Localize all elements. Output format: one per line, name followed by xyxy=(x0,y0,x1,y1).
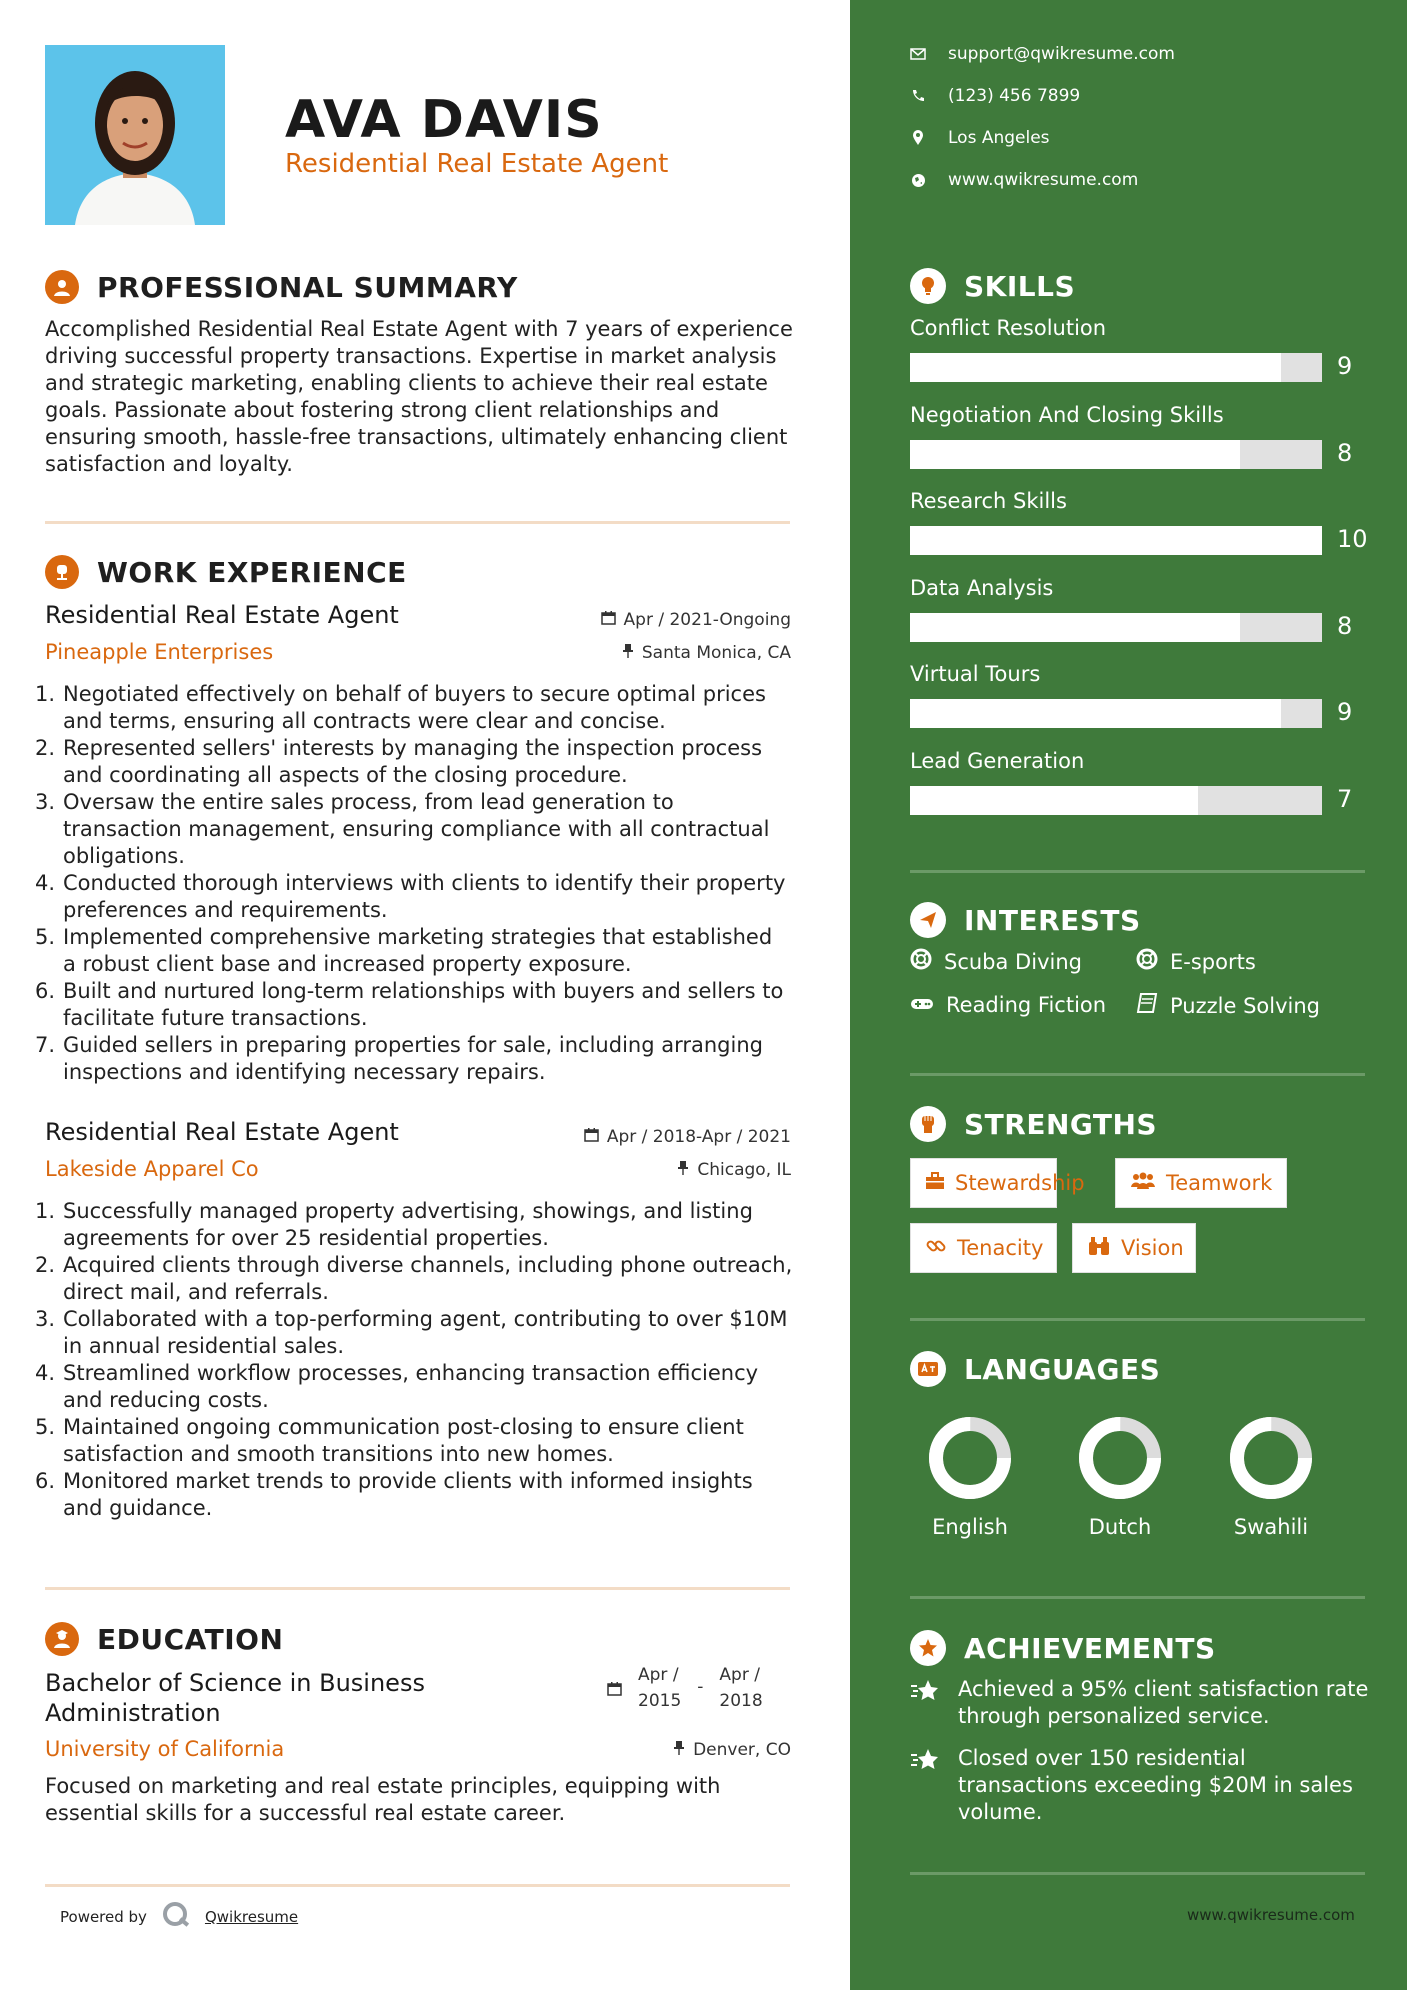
list-item: 3. Collaborated with a top-performing agent, contributing to over $10M xyxy=(35,1307,788,1331)
list-item: preferences and requirements. xyxy=(63,898,388,922)
skill-bar-fill xyxy=(910,526,1322,555)
list-item: obligations. xyxy=(63,844,185,868)
interest-item: Scuba Diving xyxy=(910,948,1082,975)
section-divider xyxy=(910,1596,1365,1599)
contact-email[interactable]: support@qwikresume.com xyxy=(910,44,1175,64)
skill-bar xyxy=(910,786,1322,815)
experience-title: WORK EXPERIENCE xyxy=(97,555,407,589)
language-name: Swahili xyxy=(1233,1515,1309,1539)
job-bullets xyxy=(35,681,805,1086)
contact-location: Los Angeles xyxy=(910,128,1050,148)
language-name: Dutch xyxy=(1088,1515,1152,1539)
list-item: inspections and identifying necessary repairs. xyxy=(63,1060,546,1084)
job-location: Santa Monica, CA xyxy=(622,643,791,663)
skills-heading xyxy=(910,268,1075,304)
skill-value: 8 xyxy=(1337,612,1353,640)
skills-title: SKILLS xyxy=(964,269,1076,303)
skill-bar-fill xyxy=(910,786,1198,815)
skill-value: 7 xyxy=(1337,785,1353,813)
section-divider xyxy=(45,1884,790,1887)
list-item: 1. Successfully managed property advertising, showings, and listing xyxy=(35,1199,753,1223)
language-name: English xyxy=(932,1515,1008,1539)
strength-chip: Tenacity xyxy=(910,1223,1057,1273)
section-divider xyxy=(910,1872,1365,1875)
section-divider xyxy=(910,1318,1365,1321)
languages-heading xyxy=(910,1351,1160,1387)
skill-bar xyxy=(910,353,1322,382)
summary-heading xyxy=(45,270,518,304)
skill-bar xyxy=(910,440,1322,469)
list-item: satisfaction and smooth transitions into new homes. xyxy=(63,1442,614,1466)
graduate-icon xyxy=(45,1622,79,1656)
sidebar xyxy=(850,0,1407,1990)
interests-title: INTERESTS xyxy=(964,903,1141,937)
list-item: and reducing costs. xyxy=(63,1388,269,1412)
language-donut xyxy=(925,1413,1015,1503)
achievements-title: ACHIEVEMENTS xyxy=(964,1631,1216,1665)
list-item: 2. Represented sellers' interests by managing the inspection process xyxy=(35,736,763,760)
skill-name: Data Analysis xyxy=(910,576,1054,600)
interest-item: Reading Fiction xyxy=(910,993,1106,1017)
achievement-item: Achieved a 95% client satisfaction rate through personalized service. xyxy=(910,1676,1380,1730)
interest-item: Puzzle Solving xyxy=(1136,993,1320,1018)
company-name: Pineapple Enterprises xyxy=(45,640,274,664)
strength-chip: Stewardship xyxy=(910,1158,1057,1208)
list-item: and terms, ensuring all contracts were clear and concise. xyxy=(63,709,666,733)
skill-value: 9 xyxy=(1337,352,1353,380)
list-item: a robust client base and increased property exposure. xyxy=(63,952,632,976)
map-marker-icon xyxy=(910,130,926,146)
skill-value: 9 xyxy=(1337,698,1353,726)
skill-value: 10 xyxy=(1337,525,1368,553)
list-item: and guidance. xyxy=(63,1496,213,1520)
lifebuoy-icon xyxy=(1136,948,1158,975)
summary-text: Accomplished Residential Real Estate Agent with 7 years of experience driving successful property transactions. Expertise in market analysis and strategic marketing, enabling clients to achieve their real estate goals. Passionate about fostering strong client relationships and ensuring smooth, hassle-free transactions, ultimately enhancing client satisfaction and loyalty. xyxy=(45,317,793,476)
link-icon xyxy=(925,1235,947,1262)
list-item: 6. Monitored market trends to provide clients with informed insights xyxy=(35,1469,753,1493)
list-item: direct mail, and referrals. xyxy=(63,1280,329,1304)
interest-item: E-sports xyxy=(1136,948,1256,975)
list-item: 3. Oversaw the entire sales process, from lead generation to xyxy=(35,790,674,814)
calendar-icon xyxy=(607,1662,622,1714)
list-item: 7. Guided sellers in preparing properties for sale, including arranging xyxy=(35,1033,763,1057)
list-item: transaction management, ensuring compliance with all contractual xyxy=(63,817,770,841)
lightbulb-icon xyxy=(910,268,946,304)
list-item: 5. Maintained ongoing communication post-closing to ensure client xyxy=(35,1415,744,1439)
binoculars-icon xyxy=(1087,1236,1111,1261)
pin-icon xyxy=(622,643,634,663)
fist-icon xyxy=(910,1106,946,1142)
section-divider xyxy=(45,521,790,524)
lifebuoy-icon xyxy=(910,948,932,975)
phone-icon xyxy=(910,89,926,103)
briefcase-icon xyxy=(925,1171,945,1195)
skill-bar xyxy=(910,613,1322,642)
language-item xyxy=(1060,1413,1180,1539)
section-divider xyxy=(45,1587,790,1590)
candidate-role: Residential Real Estate Agent xyxy=(285,149,669,179)
skill-name: Lead Generation xyxy=(910,749,1085,773)
degree-title: Bachelor of Science in Business Administration xyxy=(45,1669,425,1727)
section-divider xyxy=(910,1073,1365,1076)
list-item: and coordinating all aspects of the closing procedure. xyxy=(63,763,628,787)
envelope-icon xyxy=(910,48,926,60)
powered-by: Powered by Qwikresume xyxy=(60,1900,298,1934)
strength-chip: Teamwork xyxy=(1115,1158,1287,1208)
user-icon xyxy=(45,270,79,304)
school-name: University of California xyxy=(45,1737,285,1761)
list-item: agreements for over 25 residential properties. xyxy=(63,1226,549,1250)
star-icon xyxy=(910,1745,940,1826)
skill-bar-fill xyxy=(910,353,1281,382)
education-dates: Apr / 2015 - Apr / 2018 xyxy=(607,1662,763,1714)
skill-bar xyxy=(910,526,1322,555)
paper-plane-icon xyxy=(910,902,946,938)
language-donut xyxy=(1075,1413,1165,1503)
language-item xyxy=(910,1413,1030,1539)
job-dates: Apr / 2021-Ongoing xyxy=(601,610,791,630)
skill-bar-fill xyxy=(910,613,1240,642)
achievement-item: Closed over 150 residential transactions exceeding $20M in sales volume. xyxy=(910,1745,1380,1826)
list-item: 5. Implemented comprehensive marketing strategies that established xyxy=(35,925,773,949)
book-icon xyxy=(1136,993,1158,1018)
job-location: Chicago, IL xyxy=(677,1160,791,1180)
skill-bar-fill xyxy=(910,699,1281,728)
language-donut xyxy=(1226,1413,1316,1503)
skill-name: Negotiation And Closing Skills xyxy=(910,403,1224,427)
skill-bar xyxy=(910,699,1322,728)
education-text: Focused on marketing and real estate principles, equipping with essential skills for a successful real estate career. xyxy=(45,1774,721,1825)
languages-title: LANGUAGES xyxy=(964,1352,1161,1386)
pin-icon xyxy=(673,1740,685,1760)
list-item: in annual residential sales. xyxy=(63,1334,345,1358)
globe-icon xyxy=(910,173,926,188)
job-dates: Apr / 2018-Apr / 2021 xyxy=(584,1127,791,1147)
footer-website[interactable]: www.qwikresume.com xyxy=(1187,1906,1355,1924)
skill-bar-fill xyxy=(910,440,1240,469)
calendar-icon xyxy=(584,1127,599,1147)
skill-name: Conflict Resolution xyxy=(910,316,1107,340)
profile-photo xyxy=(45,45,225,225)
education-location: Denver, CO xyxy=(673,1740,791,1760)
calendar-icon xyxy=(601,610,616,630)
strengths-heading xyxy=(910,1106,1157,1142)
job-bullets xyxy=(35,1198,805,1522)
job-title: Residential Real Estate Agent xyxy=(45,1118,399,1146)
users-icon xyxy=(1130,1171,1156,1195)
list-item: 1. Negotiated effectively on behalf of buyers to secure optimal prices xyxy=(35,682,766,706)
interests-heading xyxy=(910,902,1141,938)
list-item: 4. Conducted thorough interviews with clients to identify their property xyxy=(35,871,786,895)
gamepad-icon xyxy=(910,993,934,1017)
skill-value: 8 xyxy=(1337,439,1353,467)
achievements-heading xyxy=(910,1630,1216,1666)
education-heading xyxy=(45,1622,283,1656)
experience-heading xyxy=(45,555,407,589)
strength-chip: Vision xyxy=(1072,1223,1196,1273)
strengths-title: STRENGTHS xyxy=(964,1107,1158,1141)
skill-name: Research Skills xyxy=(910,489,1067,513)
language-icon xyxy=(910,1351,946,1387)
list-item: 2. Acquired clients through diverse channels, including phone outreach, xyxy=(35,1253,793,1277)
list-item: 4. Streamlined workflow processes, enhancing transaction efficiency xyxy=(35,1361,759,1385)
summary-title: PROFESSIONAL SUMMARY xyxy=(97,270,518,304)
candidate-name: AVA DAVIS xyxy=(285,90,603,150)
briefcase-chair-icon xyxy=(45,555,79,589)
list-item: 6. Built and nurtured long-term relationships with buyers and sellers to xyxy=(35,979,784,1003)
job-title: Residential Real Estate Agent xyxy=(45,601,399,629)
qwikresume-logo-icon xyxy=(161,1900,191,1934)
star-icon xyxy=(910,1676,940,1730)
contact-phone[interactable]: (123) 456 7899 xyxy=(910,86,1080,106)
pin-icon xyxy=(677,1160,689,1180)
section-divider xyxy=(910,870,1365,873)
education-title: EDUCATION xyxy=(97,1622,284,1656)
company-name: Lakeside Apparel Co xyxy=(45,1157,259,1181)
qwikresume-link[interactable]: Qwikresume xyxy=(204,1908,299,1926)
language-item xyxy=(1211,1413,1331,1539)
skill-name: Virtual Tours xyxy=(910,662,1041,686)
contact-website[interactable]: www.qwikresume.com xyxy=(910,170,1138,190)
list-item: facilitate future transactions. xyxy=(63,1006,368,1030)
star-badge-icon xyxy=(910,1630,946,1666)
